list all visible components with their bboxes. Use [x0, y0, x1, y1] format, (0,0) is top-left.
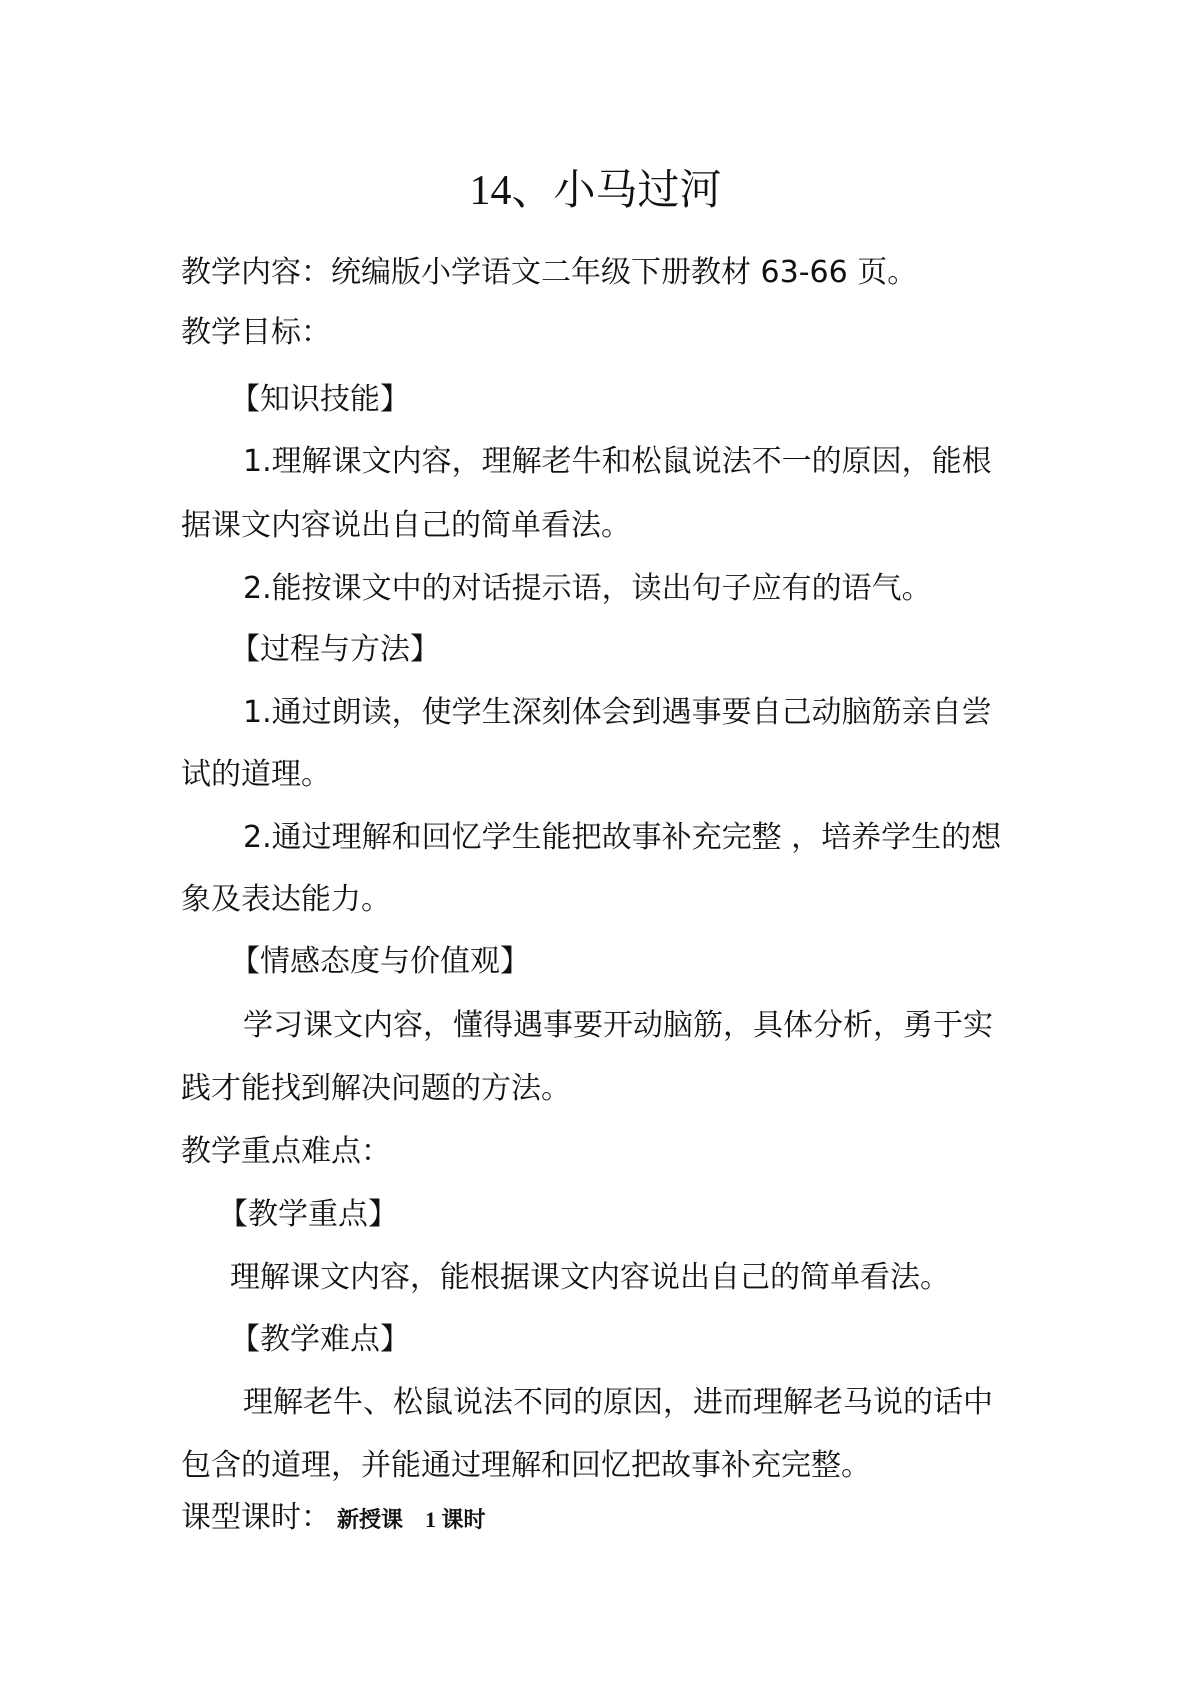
process-item-1: 1.通过朗读，使学生深刻体会到遇事要自己动脑筋亲自尝	[243, 695, 992, 730]
lesson-label: 课型课时：	[181, 1500, 331, 1535]
emotion-heading: 【情感态度与价值观】	[230, 944, 530, 979]
lesson-value: 新授课 1 课时	[337, 1507, 486, 1532]
emotion-text: 学习课文内容，懂得遇事要开动脑筋，具体分析，勇于实	[243, 1008, 993, 1043]
key-point-text: 理解课文内容，能根据课文内容说出自己的简单看法。	[230, 1260, 950, 1295]
process-item-1-cont: 试的道理。	[181, 757, 331, 792]
difficulty-heading: 【教学难点】	[230, 1322, 410, 1357]
process-item-2-cont: 象及表达能力。	[181, 882, 391, 917]
key-heading: 教学重点难点：	[181, 1134, 391, 1169]
knowledge-item-2: 2.能按课文中的对话提示语，读出句子应有的语气。	[243, 571, 932, 606]
knowledge-item-1-cont: 据课文内容说出自己的简单看法。	[181, 508, 631, 543]
goals-heading: 教学目标：	[181, 315, 331, 350]
title-text: 小马过河	[553, 165, 722, 214]
page-title	[0, 160, 1191, 221]
process-item-2: 2.通过理解和回忆学生能把故事补充完整 ，培养学生的想	[243, 820, 1002, 855]
difficulty-text: 理解老牛、松鼠说法不同的原因，进而理解老马说的话中	[243, 1385, 993, 1420]
knowledge-heading: 【知识技能】	[230, 382, 410, 417]
emotion-text-cont: 践才能找到解决问题的方法。	[181, 1071, 571, 1106]
knowledge-item-1: 1.理解课文内容，理解老牛和松鼠说法不一的原因，能根	[243, 444, 992, 479]
lesson-type	[181, 1498, 486, 1540]
title-number: 14、	[469, 168, 554, 214]
key-point-heading: 【教学重点】	[218, 1197, 398, 1232]
process-heading: 【过程与方法】	[230, 632, 440, 667]
difficulty-text-cont: 包含的道理，并能通过理解和回忆把故事补充完整。	[181, 1448, 871, 1483]
teaching-content: 教学内容：统编版小学语文二年级下册教材 63-66 页。	[181, 255, 918, 290]
